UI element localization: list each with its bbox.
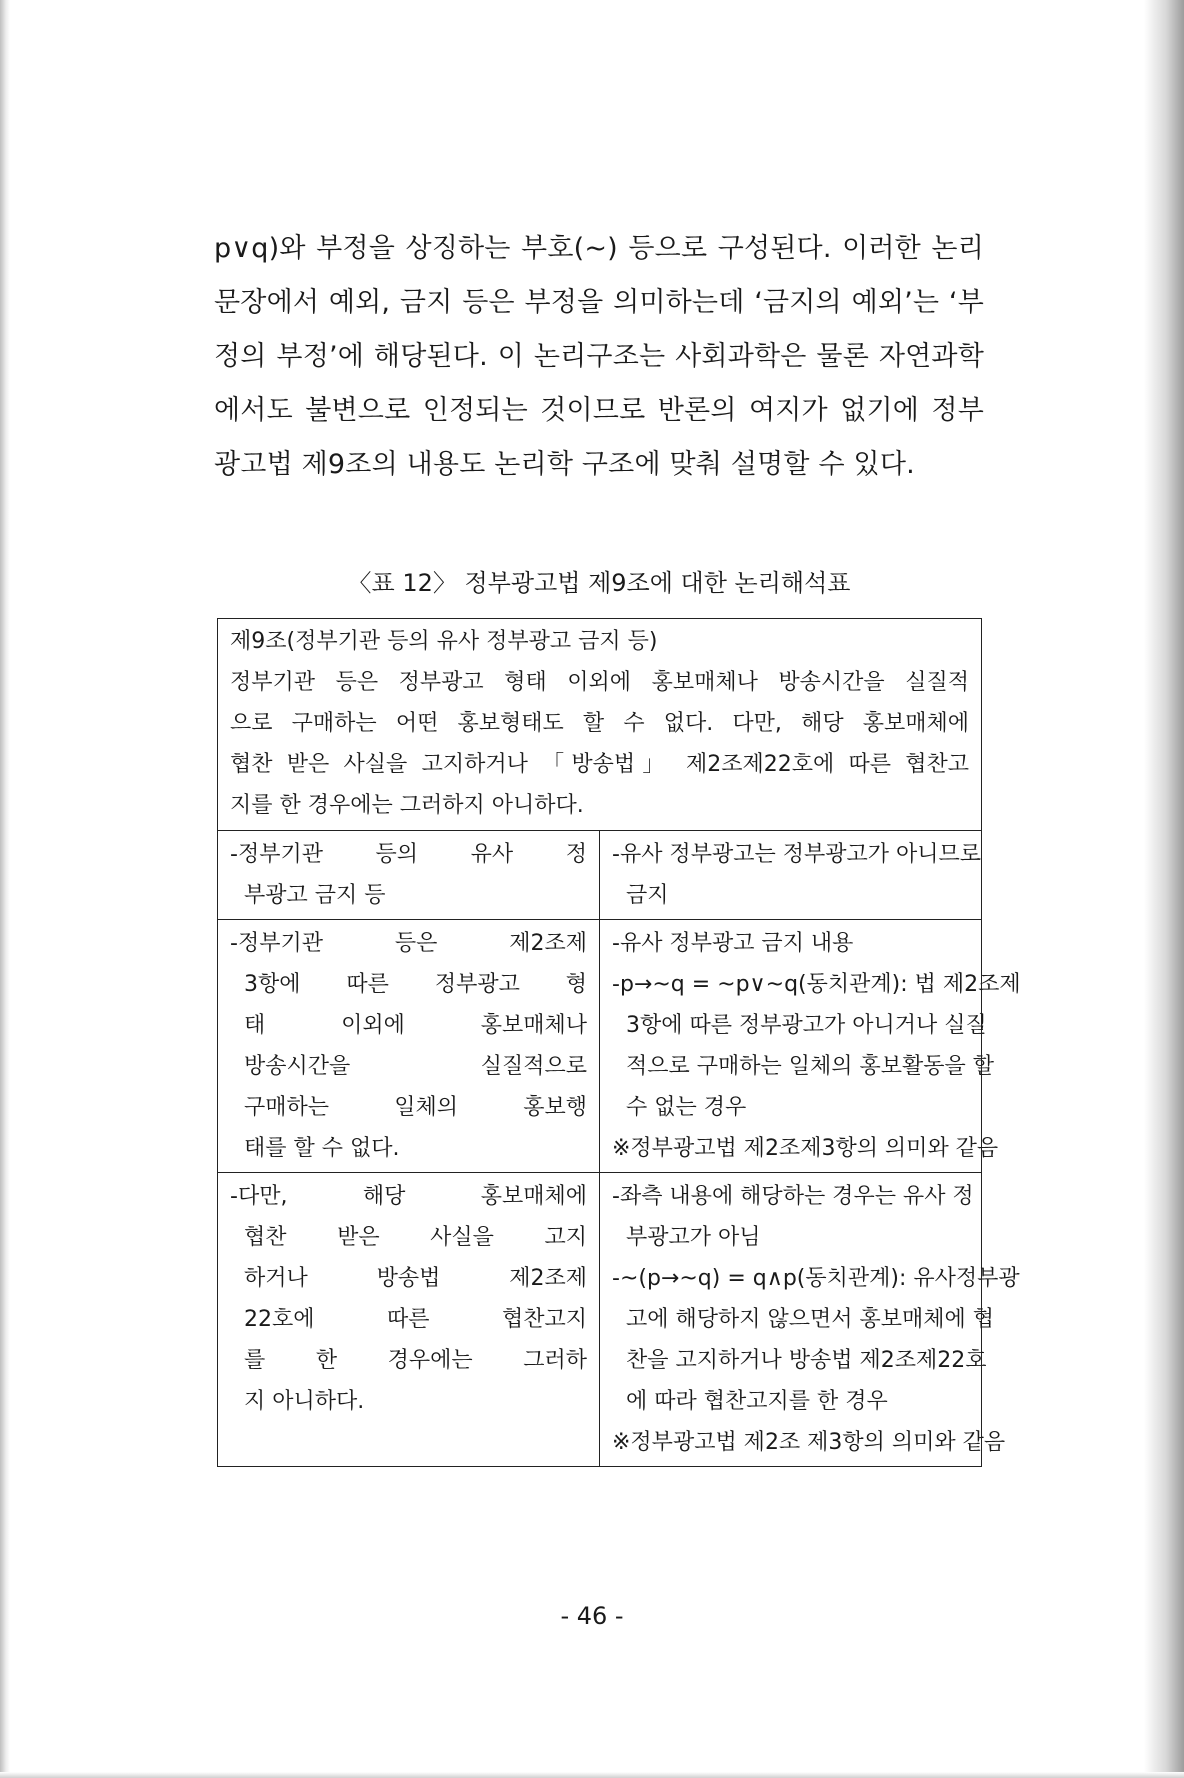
body-line: 문장에서 예외, 금지 등은 부정을 의미하는데 ‘금지의 예외’는 ‘부 <box>214 287 984 318</box>
body-line: 에서도 불변으로 인정되는 것이므로 반론의 여지가 없기에 정부 <box>214 395 984 426</box>
interpretation-cell <box>600 1173 1020 1467</box>
cell-line: 3항에 따른 정부광고가 아니거나 실질 <box>626 1013 987 1038</box>
cell-line: 고에 해당하지 않으면서 홍보매체에 협 <box>626 1307 995 1332</box>
cell-line: -p→~q = ~p∨~q(동치관계): 법 제2조제 <box>612 972 1021 997</box>
logic-analysis-table <box>217 618 1021 1467</box>
cell-line: 하거나 방송법 제2조제 <box>244 1266 587 1291</box>
cell-line: 부광고 금지 등 <box>244 883 386 908</box>
page-bottom-shadow <box>0 1772 1184 1778</box>
cell-line: ※정부광고법 제2조제3항의 의미와 같음 <box>612 1136 999 1161</box>
body-line: p∨q)와 부정을 상징하는 부호(~) 등으로 구성된다. 이러한 논리 <box>214 233 984 264</box>
cell-line: 적으로 구매하는 일체의 홍보활동을 할 <box>626 1054 995 1079</box>
cell-line: 협찬 받은 사실을 고지 <box>244 1225 587 1250</box>
article-line: 정부기관 등은 정부광고 형태 이외에 홍보매체나 방송시간을 실질적 <box>230 670 969 695</box>
provision-cell <box>218 1173 600 1467</box>
article-line: 협찬 받은 사실을 고지하거나 「방송법」 제2조제22호에 따른 협찬고 <box>230 752 969 777</box>
article-9-text-cell <box>218 619 982 831</box>
table-caption: 〈표 12〉 정부광고법 제9조에 대한 논리해석표 <box>347 569 851 597</box>
cell-line: -정부기관 등의 유사 정 <box>230 842 587 867</box>
provision-cell <box>218 920 600 1173</box>
article-title: 제9조(정부기관 등의 유사 정부광고 금지 등) <box>230 629 658 654</box>
provision-cell <box>218 831 600 920</box>
page-right-shadow <box>1144 0 1184 1778</box>
cell-line: -다만, 해당 홍보매체에 <box>230 1184 587 1209</box>
cell-line: 금지 <box>626 883 669 908</box>
body-paragraph <box>214 222 984 492</box>
cell-line: 에 따라 협찬고지를 한 경우 <box>626 1389 888 1414</box>
cell-line: 방송시간을 실질적으로 <box>244 1054 587 1079</box>
body-line: 광고법 제9조의 내용도 논리학 구조에 맞춰 설명할 수 있다. <box>214 449 915 480</box>
cell-line: -좌측 내용에 해당하는 경우는 유사 정 <box>612 1184 974 1209</box>
cell-line: 태를 할 수 없다. <box>244 1136 400 1161</box>
body-line: 정의 부정’에 해당된다. 이 논리구조는 사회과학은 물론 자연과학 <box>214 341 984 372</box>
cell-line: 를 한 경우에는 그러하 <box>244 1348 587 1373</box>
cell-line: 3항에 따른 정부광고 형 <box>244 972 587 997</box>
cell-line: 찬을 고지하거나 방송법 제2조제22호 <box>626 1348 987 1373</box>
table-header-row <box>218 619 982 831</box>
cell-line: ※정부광고법 제2조 제3항의 의미와 같음 <box>612 1430 1006 1455</box>
cell-line: 수 없는 경우 <box>626 1095 747 1120</box>
cell-line: -유사 정부광고는 정부광고가 아니므로 <box>612 842 981 867</box>
page-left-edge <box>0 0 10 1778</box>
article-line: 지를 한 경우에는 그러하지 아니하다. <box>230 793 584 818</box>
cell-line: -유사 정부광고 금지 내용 <box>612 931 854 956</box>
interpretation-cell <box>600 831 982 920</box>
interpretation-cell <box>600 920 1021 1173</box>
cell-line: 22호에 따른 협찬고지 <box>244 1307 587 1332</box>
cell-line: 지 아니하다. <box>244 1389 365 1414</box>
article-line: 으로 구매하는 어떤 홍보형태도 할 수 없다. 다만, 해당 홍보매체에 <box>230 711 969 736</box>
table-row <box>218 1173 982 1467</box>
cell-line: -정부기관 등은 제2조제 <box>230 931 587 956</box>
page-number: - 46 - <box>560 1602 624 1630</box>
cell-line: 태 이외에 홍보매체나 <box>244 1013 587 1038</box>
cell-line: 구매하는 일체의 홍보행 <box>244 1095 587 1120</box>
table-row <box>218 920 982 1173</box>
table-row <box>218 831 982 920</box>
cell-line: 부광고가 아님 <box>626 1225 761 1250</box>
cell-line: -~(p→~q) = q∧p(동치관계): 유사정부광 <box>612 1266 1020 1291</box>
